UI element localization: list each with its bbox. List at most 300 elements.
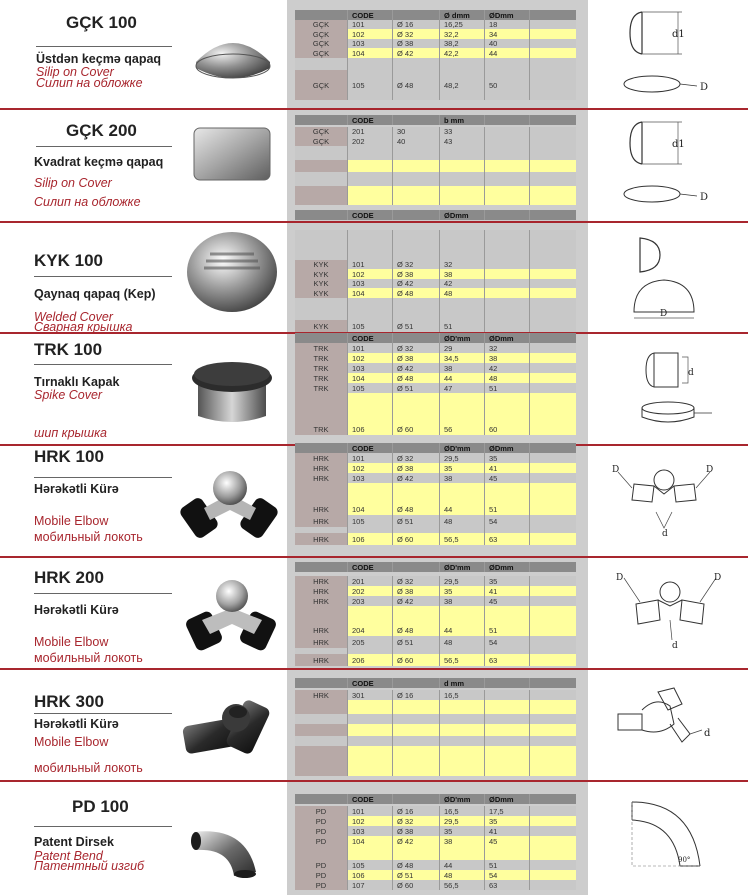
- spec-table: [295, 115, 576, 220]
- table-cell: [530, 29, 576, 39]
- table-cell: Ø 32: [393, 343, 440, 353]
- table-cell-label: TRK: [295, 423, 348, 435]
- table-cell: Ø 48: [393, 860, 440, 870]
- table-cell: ØDmm: [485, 562, 530, 572]
- table-cell: 48,2: [440, 70, 485, 100]
- table-cell-label: PD: [295, 826, 348, 836]
- table-cell: [393, 714, 440, 724]
- dim-label: D: [616, 573, 624, 583]
- table-cell-label: HRK: [295, 576, 348, 586]
- table-cell: Ø 42: [393, 836, 440, 846]
- table-cell: 45: [485, 596, 530, 606]
- table-cell: 45: [485, 836, 530, 846]
- table-row: [295, 533, 576, 545]
- table-cell: [485, 320, 530, 332]
- table-cell-label: [295, 230, 348, 260]
- table-cell: [530, 320, 576, 332]
- spec-table: [295, 562, 576, 668]
- table-row-empty: [295, 146, 576, 160]
- product-title: HRK 200: [34, 568, 104, 587]
- table-row: [295, 503, 576, 515]
- table-cell: 29,5: [440, 816, 485, 826]
- table-cell: 101: [348, 343, 393, 353]
- table-cell-label: HRK: [295, 654, 348, 666]
- product-name-ru: шип крышка: [34, 426, 107, 440]
- table-cell: d mm: [440, 678, 485, 688]
- table-cell: 33: [440, 127, 485, 136]
- table-cell: 42: [440, 279, 485, 288]
- table-cell: [530, 746, 576, 776]
- table-cell: 40: [485, 39, 530, 48]
- table-cell: [485, 127, 530, 136]
- table-cell: [348, 724, 393, 736]
- table-cell-label: [295, 210, 348, 220]
- table-cell: 104: [348, 836, 393, 846]
- table-cell-label: [295, 443, 348, 453]
- table-cell: [348, 146, 393, 160]
- table-cell: 45: [485, 473, 530, 483]
- table-cell: 104: [348, 373, 393, 383]
- table-row: [295, 576, 576, 586]
- table-cell: [530, 846, 576, 860]
- table-cell: [530, 533, 576, 545]
- table-cell: 38: [485, 353, 530, 363]
- table-cell: 16,25: [440, 20, 485, 29]
- table-row-empty: [295, 736, 576, 746]
- table-cell: [530, 70, 576, 100]
- table-row: [295, 20, 576, 29]
- table-cell: [485, 736, 530, 746]
- product-name-en: Mobile Elbow: [34, 514, 109, 528]
- product-title: GÇK 100: [66, 13, 137, 32]
- product-name: Kvadrat keçmə qapaq: [34, 155, 164, 169]
- table-cell: 16,5: [440, 806, 485, 816]
- table-cell: 56,5: [440, 533, 485, 545]
- table-cell-label: [295, 714, 348, 724]
- table-header: [295, 333, 576, 343]
- section-divider: [0, 221, 748, 223]
- table-cell: [348, 230, 393, 260]
- table-cell: [530, 373, 576, 383]
- table-cell-label: HRK: [295, 636, 348, 648]
- table-cell: [530, 443, 576, 453]
- table-cell-label: GÇK: [295, 20, 348, 29]
- table-cell: Ø 38: [393, 463, 440, 473]
- table-cell: 38: [440, 596, 485, 606]
- technical-drawing: [612, 114, 722, 212]
- product-photo-square-cap: [190, 124, 274, 186]
- table-cell: 38,2: [440, 39, 485, 48]
- table-cell: [348, 172, 393, 186]
- table-cell: [393, 700, 440, 714]
- table-row: [295, 806, 576, 816]
- table-cell: 105: [348, 860, 393, 870]
- table-cell: [485, 606, 530, 624]
- technical-drawing: [606, 458, 726, 538]
- table-cell-label: KYK: [295, 260, 348, 269]
- table-cell: [393, 146, 440, 160]
- table-cell: [530, 146, 576, 160]
- table-cell: 102: [348, 463, 393, 473]
- table-row: [295, 586, 576, 596]
- table-cell: [440, 146, 485, 160]
- table-cell-label: [295, 746, 348, 776]
- spec-table: [295, 230, 576, 332]
- product-name-ru: мобильный локоть: [34, 651, 143, 665]
- table-cell: [530, 20, 576, 29]
- product-name-en: Spike Cover: [34, 388, 103, 402]
- table-cell: [530, 816, 576, 826]
- product-name: Üstdən keçmə qapaq: [36, 52, 162, 66]
- product-name: Qaynaq qapaq (Kep): [34, 287, 156, 301]
- table-cell: [530, 463, 576, 473]
- table-cell: ØD'mm: [440, 443, 485, 453]
- table-cell: [485, 58, 530, 70]
- table-cell: 51: [485, 624, 530, 636]
- table-cell: [393, 160, 440, 172]
- table-cell-label: [295, 736, 348, 746]
- table-cell: Ø 48: [393, 624, 440, 636]
- table-cell: [393, 846, 440, 860]
- title-underline: [34, 593, 172, 594]
- table-row-empty: [295, 846, 576, 860]
- table-cell: 103: [348, 473, 393, 483]
- table-cell: [530, 483, 576, 503]
- table-cell: 104: [348, 48, 393, 58]
- table-cell: 104: [348, 503, 393, 515]
- table-cell-label: TRK: [295, 353, 348, 363]
- table-cell: [530, 269, 576, 279]
- table-row: [295, 654, 576, 666]
- table-row: [295, 29, 576, 39]
- table-cell: [393, 298, 440, 320]
- table-row-empty: [295, 746, 576, 776]
- table-cell: [348, 700, 393, 714]
- table-cell-label: HRK: [295, 690, 348, 700]
- spec-table: [295, 794, 576, 894]
- table-cell-label: PD: [295, 870, 348, 880]
- table-cell-label: PD: [295, 860, 348, 870]
- table-cell-label: GÇK: [295, 48, 348, 58]
- table-cell: [530, 700, 576, 714]
- table-cell: Ø 60: [393, 423, 440, 435]
- product-title: GÇK 200: [66, 121, 137, 140]
- table-cell: 48: [440, 288, 485, 298]
- table-cell: [440, 606, 485, 624]
- table-cell: [393, 606, 440, 624]
- table-cell: 54: [485, 870, 530, 880]
- table-cell: 102: [348, 816, 393, 826]
- table-cell: b mm: [440, 115, 485, 125]
- table-cell: Ø 38: [393, 39, 440, 48]
- table-cell: Ø 51: [393, 870, 440, 880]
- technical-drawing: [612, 4, 722, 102]
- table-cell: 29,5: [440, 576, 485, 586]
- title-underline: [34, 364, 172, 365]
- product-name-en: Mobile Elbow: [34, 635, 109, 649]
- table-cell: 35: [485, 816, 530, 826]
- table-cell: 41: [485, 586, 530, 596]
- table-cell: [440, 846, 485, 860]
- table-cell: 51: [440, 320, 485, 332]
- table-cell: CODE: [348, 443, 393, 453]
- table-cell: ØDmm: [485, 794, 530, 804]
- table-row: [295, 373, 576, 383]
- table-cell: [485, 186, 530, 205]
- table-cell: [485, 690, 530, 700]
- table-cell: [530, 279, 576, 288]
- table-cell: 41: [485, 463, 530, 473]
- table-cell: 38: [440, 363, 485, 373]
- table-cell: 103: [348, 363, 393, 373]
- table-cell: [530, 115, 576, 125]
- table-cell: Ø 60: [393, 533, 440, 545]
- table-cell: CODE: [348, 10, 393, 20]
- title-underline: [36, 46, 172, 47]
- product-photo-mobile-elbow: [182, 572, 282, 662]
- table-cell: Ø 32: [393, 576, 440, 586]
- table-cell: CODE: [348, 794, 393, 804]
- product-title: HRK 100: [34, 447, 104, 466]
- table-cell-label: PD: [295, 836, 348, 846]
- table-cell: [530, 836, 576, 846]
- table-cell: [485, 846, 530, 860]
- table-cell: Ø 16: [393, 806, 440, 816]
- table-cell: 56,5: [440, 654, 485, 666]
- table-row: [295, 453, 576, 463]
- table-cell: [530, 515, 576, 527]
- table-row: [295, 836, 576, 846]
- product-name-ru: мобильный локоть: [34, 761, 143, 775]
- table-cell: 104: [348, 288, 393, 298]
- table-cell: [530, 806, 576, 816]
- table-cell: 38: [440, 836, 485, 846]
- title-underline: [34, 713, 172, 714]
- table-cell-label: TRK: [295, 373, 348, 383]
- table-cell: [530, 58, 576, 70]
- table-cell: [530, 636, 576, 648]
- table-cell-label: [295, 794, 348, 804]
- table-cell: [530, 624, 576, 636]
- table-cell: [485, 172, 530, 186]
- table-row: [295, 624, 576, 636]
- table-cell: ØD'mm: [440, 794, 485, 804]
- spec-table: [295, 333, 576, 441]
- table-row: [295, 288, 576, 298]
- table-cell: [530, 870, 576, 880]
- table-cell: 103: [348, 279, 393, 288]
- table-cell: 201: [348, 576, 393, 586]
- technical-drawing: [618, 232, 722, 324]
- table-cell: CODE: [348, 333, 393, 343]
- product-title: TRK 100: [34, 340, 103, 359]
- table-cell: 43: [440, 136, 485, 146]
- table-cell: [485, 146, 530, 160]
- table-cell: [530, 562, 576, 572]
- table-cell: Ø 48: [393, 70, 440, 100]
- table-cell: [393, 393, 440, 423]
- table-cell: 106: [348, 533, 393, 545]
- table-cell: [485, 678, 530, 688]
- table-row-empty: [295, 58, 576, 70]
- table-row: [295, 39, 576, 48]
- table-cell: [530, 343, 576, 353]
- table-cell: 34: [485, 29, 530, 39]
- table-row: [295, 880, 576, 890]
- table-cell: CODE: [348, 562, 393, 572]
- table-cell: Ø 51: [393, 636, 440, 648]
- product-name-en: Silip on Cover: [36, 65, 114, 79]
- table-cell: 105: [348, 515, 393, 527]
- dim-label: d: [704, 728, 711, 739]
- table-cell: 51: [485, 860, 530, 870]
- table-row-empty: [295, 393, 576, 423]
- table-cell-label: HRK: [295, 515, 348, 527]
- table-cell: [530, 794, 576, 804]
- table-row-empty: [295, 172, 576, 186]
- table-cell: 44: [440, 624, 485, 636]
- table-cell-label: KYK: [295, 279, 348, 288]
- table-cell: Ø 51: [393, 515, 440, 527]
- table-cell: [393, 736, 440, 746]
- table-cell: [348, 483, 393, 503]
- table-cell-label: GÇK: [295, 39, 348, 48]
- table-cell: 63: [485, 880, 530, 890]
- product-name-en: Patent Bend: [34, 849, 103, 863]
- table-cell: Ø 32: [393, 260, 440, 269]
- table-cell: [530, 127, 576, 136]
- technical-drawing: [628, 345, 728, 435]
- table-cell: [530, 210, 576, 220]
- table-cell: 29,5: [440, 453, 485, 463]
- table-cell: [440, 700, 485, 714]
- table-cell: [530, 393, 576, 423]
- table-cell: [530, 353, 576, 363]
- table-cell: [530, 714, 576, 724]
- table-header: [295, 562, 576, 572]
- table-cell: [393, 483, 440, 503]
- technical-drawing: [608, 684, 724, 764]
- table-cell: [393, 443, 440, 453]
- product-title: KYK 100: [34, 251, 103, 270]
- table-row: [295, 816, 576, 826]
- product-photo-dome-cap: [192, 22, 274, 90]
- table-cell: 63: [485, 654, 530, 666]
- table-cell: 35: [440, 586, 485, 596]
- table-row: [295, 515, 576, 527]
- title-underline: [34, 826, 172, 827]
- spec-table: [295, 443, 576, 548]
- table-row: [295, 136, 576, 146]
- table-cell-label: [295, 146, 348, 160]
- table-cell: 35: [440, 463, 485, 473]
- table-cell: [530, 586, 576, 596]
- table-cell: [348, 186, 393, 205]
- table-cell: [530, 288, 576, 298]
- table-row-empty: [295, 714, 576, 724]
- table-cell: 30: [393, 127, 440, 136]
- table-cell: 107: [348, 880, 393, 890]
- table-cell: 101: [348, 806, 393, 816]
- table-cell: [393, 115, 440, 125]
- product-title: HRK 300: [34, 692, 104, 711]
- table-cell: 17,5: [485, 806, 530, 816]
- table-cell: [530, 826, 576, 836]
- table-cell-label: GÇK: [295, 127, 348, 136]
- table-cell: [348, 746, 393, 776]
- table-cell: 102: [348, 29, 393, 39]
- table-cell: [348, 714, 393, 724]
- table-cell: 206: [348, 654, 393, 666]
- table-cell-label: HRK: [295, 533, 348, 545]
- table-cell: [530, 172, 576, 186]
- table-cell: 105: [348, 320, 393, 332]
- dim-label: D: [700, 192, 709, 203]
- table-cell-label: HRK: [295, 586, 348, 596]
- product-name-ru: Патентный изгиб: [34, 859, 145, 873]
- table-cell-label: [295, 700, 348, 714]
- table-cell: Ø 42: [393, 473, 440, 483]
- table-cell: [393, 230, 440, 260]
- table-cell: Ø 32: [393, 29, 440, 39]
- spec-table: [295, 10, 576, 102]
- table-cell: [440, 172, 485, 186]
- table-cell: [348, 393, 393, 423]
- table-cell: [393, 186, 440, 205]
- table-cell: [348, 58, 393, 70]
- table-cell: 34,5: [440, 353, 485, 363]
- table-cell: [530, 160, 576, 172]
- table-cell: ØDmm: [440, 210, 485, 220]
- table-cell: [530, 39, 576, 48]
- table-cell: 51: [485, 503, 530, 515]
- table-cell: [530, 298, 576, 320]
- table-row-empty: [295, 483, 576, 503]
- table-cell: [440, 186, 485, 205]
- table-cell: 105: [348, 70, 393, 100]
- table-cell-label: HRK: [295, 473, 348, 483]
- table-cell: 63: [485, 533, 530, 545]
- table-cell-label: GÇK: [295, 29, 348, 39]
- table-cell: Ø 42: [393, 48, 440, 58]
- table-cell: [530, 473, 576, 483]
- table-cell: [393, 746, 440, 776]
- table-row: [295, 343, 576, 353]
- table-cell: ØDmm: [485, 10, 530, 20]
- table-cell-label: [295, 562, 348, 572]
- table-row: [295, 423, 576, 435]
- table-cell: 56: [440, 423, 485, 435]
- table-cell: [348, 606, 393, 624]
- table-row: [295, 269, 576, 279]
- table-row: [295, 463, 576, 473]
- table-cell: [485, 483, 530, 503]
- table-cell: 102: [348, 269, 393, 279]
- table-cell: Ø 38: [393, 353, 440, 363]
- table-cell: 105: [348, 383, 393, 393]
- table-cell: Ø 51: [393, 320, 440, 332]
- table-cell: 44: [440, 860, 485, 870]
- table-cell: [530, 423, 576, 435]
- table-header: [295, 210, 576, 220]
- table-cell: 103: [348, 826, 393, 836]
- table-cell: 32: [485, 343, 530, 353]
- table-cell: 101: [348, 20, 393, 29]
- table-cell: [393, 58, 440, 70]
- table-cell-label: [295, 678, 348, 688]
- table-cell: [393, 562, 440, 572]
- product-photo-spike-cover: [184, 352, 280, 428]
